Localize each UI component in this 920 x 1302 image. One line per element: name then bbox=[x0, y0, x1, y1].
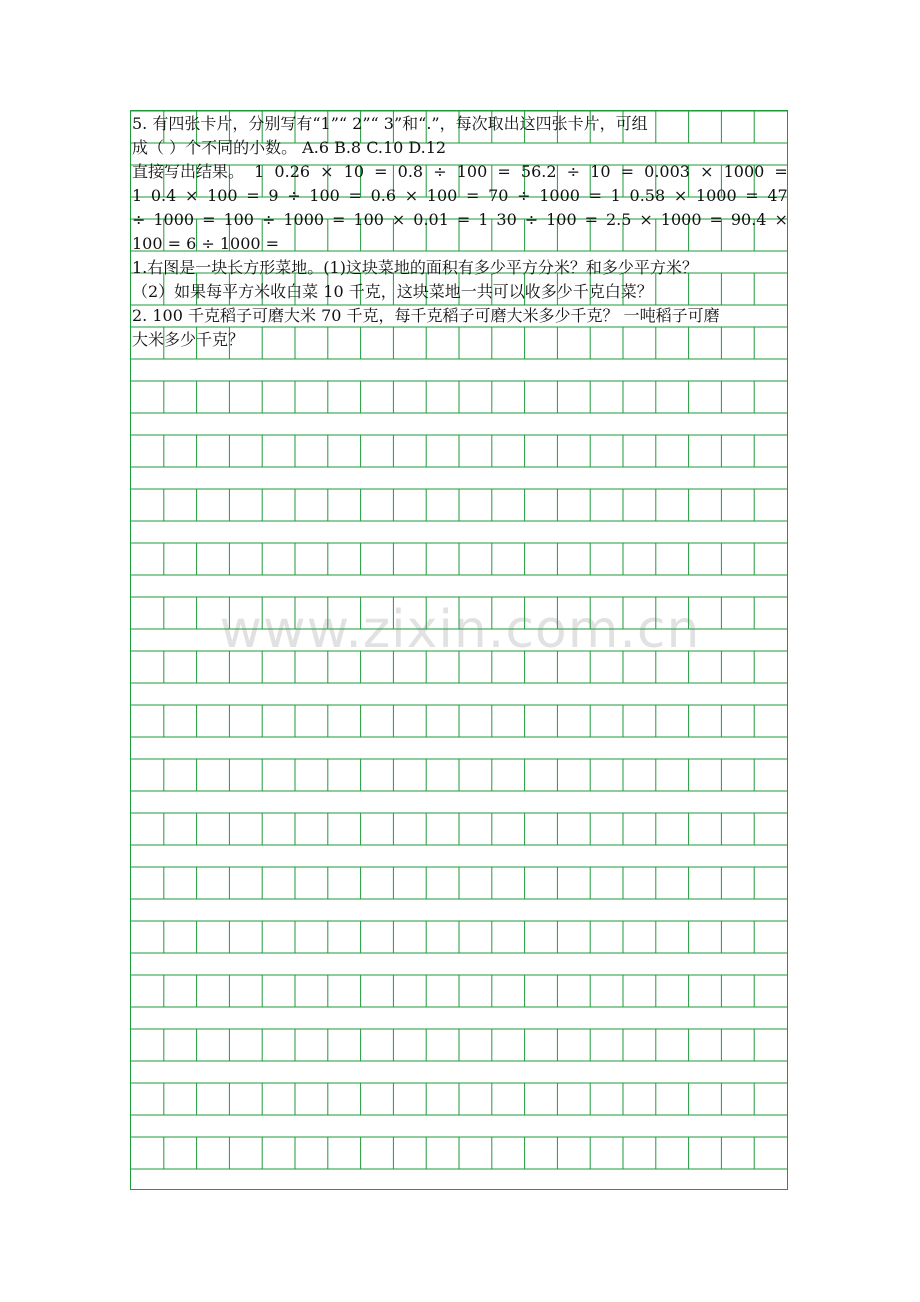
calc-token: 2.5 bbox=[606, 210, 632, 229]
calc-token: 100 bbox=[207, 186, 238, 205]
calc-token: 70 bbox=[488, 186, 509, 205]
calc-token: 直接写出结果。 bbox=[132, 162, 245, 181]
calc-token: 0.26 bbox=[274, 162, 311, 181]
calc-token: 1000 bbox=[539, 186, 580, 205]
calc-token: 0.6 bbox=[370, 186, 397, 205]
calc-token: 1000 bbox=[283, 210, 325, 229]
problem-2-line-1: 2. 100 千克稻子可磨大米 70 千克，每千克稻子可磨大米多少千克？ 一吨稻子可磨 bbox=[132, 306, 720, 325]
problem-1-line-1: 1.右图是一块长方形菜地。(1)这块菜地的面积有多少平方分米？和多少平方米？ bbox=[132, 258, 698, 277]
calc-token: 100 bbox=[353, 210, 384, 229]
calc-line-2 bbox=[132, 184, 788, 208]
calc-token: = bbox=[332, 210, 346, 229]
calc-token: = bbox=[456, 210, 471, 229]
calc-token: 0.8 bbox=[397, 162, 424, 181]
calc-token: 0.003 bbox=[644, 162, 690, 181]
calc-token: 90.4 bbox=[730, 210, 767, 229]
calc-token: × bbox=[774, 210, 788, 229]
calc-token: 47 bbox=[767, 186, 788, 205]
calc-token: = bbox=[466, 186, 480, 205]
calc-token: 56.2 bbox=[520, 162, 557, 181]
problem-2-line-2: 大米多少千克？ bbox=[132, 330, 245, 349]
calc-token: = bbox=[202, 210, 216, 229]
calc-line-4: 100 = 6 ÷ 1000 = bbox=[132, 234, 280, 253]
calc-token: 0.01 bbox=[413, 210, 449, 229]
calc-token: 100 bbox=[223, 210, 254, 229]
calc-token: × bbox=[320, 162, 334, 181]
calc-token: ÷ bbox=[132, 210, 146, 229]
calc-token: 1 bbox=[132, 186, 143, 205]
calc-line-1 bbox=[132, 160, 788, 184]
calc-token: ÷ bbox=[566, 162, 581, 181]
calc-token: = bbox=[497, 162, 511, 181]
calc-token: 1000 bbox=[660, 210, 702, 229]
calc-token: 1 bbox=[478, 210, 489, 229]
calc-token: = bbox=[709, 210, 723, 229]
calc-token: 100 bbox=[456, 162, 488, 181]
calc-token: 1000 bbox=[723, 162, 765, 181]
calc-token: 1000 bbox=[695, 186, 737, 205]
calc-token: = bbox=[588, 186, 602, 205]
calc-token: = bbox=[774, 162, 788, 181]
calc-token: ÷ bbox=[524, 210, 539, 229]
calc-token: × bbox=[673, 186, 688, 205]
question-5-line-2: 成（ ）个不同的小数。 A.6 B.8 C.10 D.12 bbox=[132, 138, 447, 157]
calc-token: 30 bbox=[496, 210, 517, 229]
calc-token: × bbox=[404, 186, 419, 205]
calc-token: = bbox=[745, 186, 759, 205]
calc-token: ÷ bbox=[433, 162, 447, 181]
calc-token: 1 bbox=[610, 186, 621, 205]
calc-token: 10 bbox=[343, 162, 365, 181]
calc-token: 1 bbox=[254, 162, 265, 181]
calc-token: 0.58 bbox=[629, 186, 666, 205]
calc-token: ÷ bbox=[517, 186, 531, 205]
calc-token: 100 bbox=[426, 186, 458, 205]
calc-token: = bbox=[374, 162, 388, 181]
calc-token: = bbox=[620, 162, 635, 181]
watermark-text: www.zixin.com.cn bbox=[219, 600, 701, 660]
calc-token: × bbox=[391, 210, 406, 229]
question-5-line-1: 5. 有四张卡片，分别写有“1”“ 2”“ 3”和“.”，每次取出这四张卡片，可组 bbox=[132, 114, 648, 133]
calc-token: ÷ bbox=[287, 186, 301, 205]
calc-token: ÷ bbox=[261, 210, 276, 229]
calc-token: 9 bbox=[268, 186, 279, 205]
calc-token: 10 bbox=[590, 162, 611, 181]
calc-token: 1000 bbox=[153, 210, 195, 229]
calc-token: = bbox=[348, 186, 362, 205]
calc-line-3 bbox=[132, 208, 788, 232]
calc-token: 100 bbox=[309, 186, 340, 205]
calc-token: 100 bbox=[546, 210, 577, 229]
calc-token: × bbox=[639, 210, 653, 229]
calc-token: 0.4 bbox=[150, 186, 177, 205]
calc-token: = bbox=[584, 210, 599, 229]
worksheet-text bbox=[132, 112, 792, 352]
calc-token: × bbox=[700, 162, 714, 181]
calc-token: × bbox=[184, 186, 199, 205]
problem-1-line-2: （2）如果每平方米收白菜 10 千克，这块菜地一共可以收多少千克白菜？ bbox=[132, 282, 653, 301]
calc-token: = bbox=[246, 186, 260, 205]
